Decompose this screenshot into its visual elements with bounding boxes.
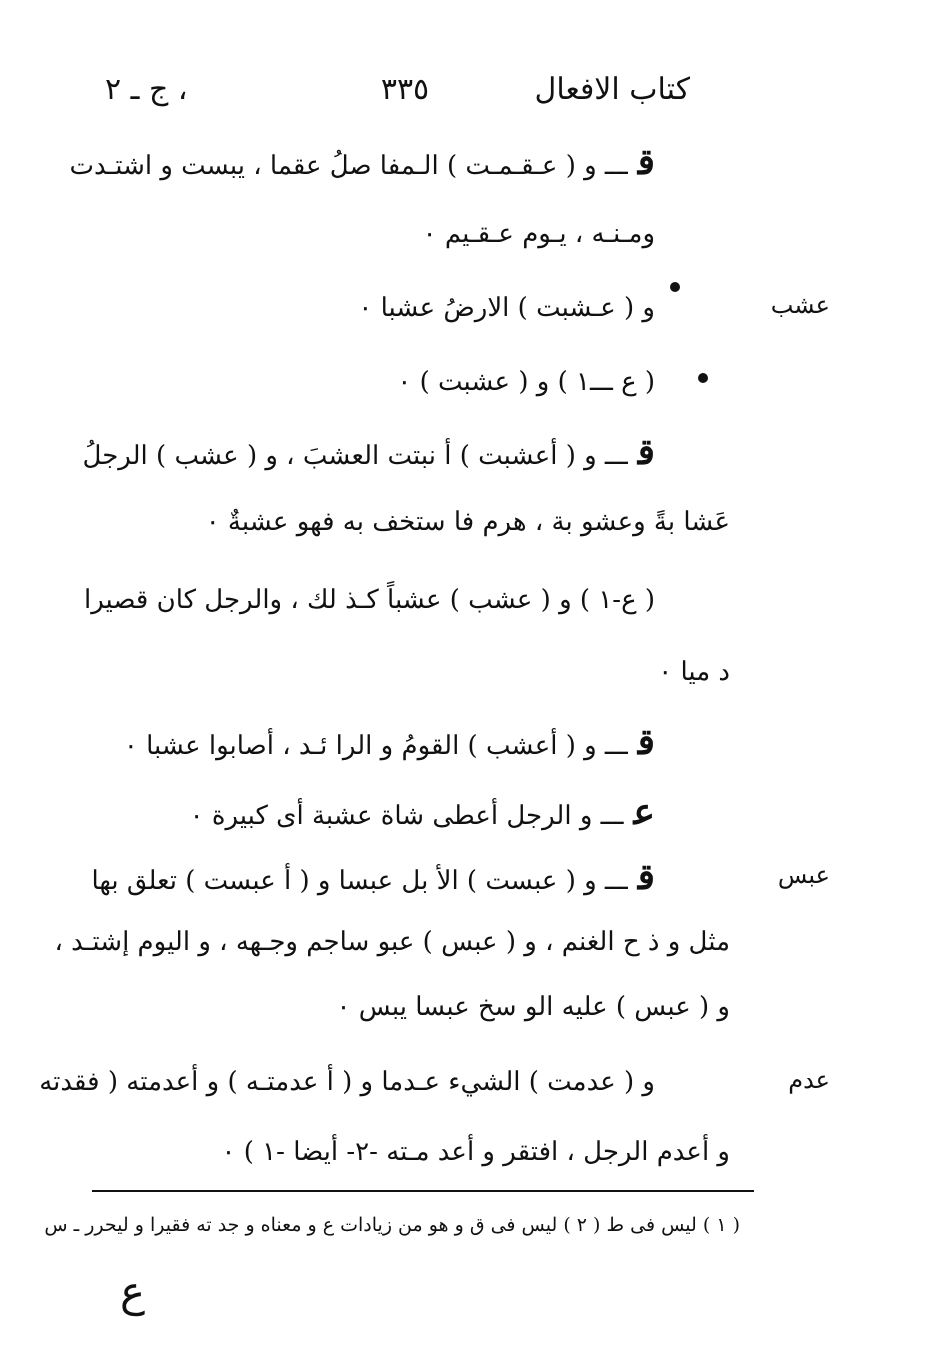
line-text: ـــ و ( أعشبت ) أ نبتت العشبَ ، و ( عشب ) الرجلُ [82, 441, 628, 471]
line-lead-letter: ق [637, 856, 655, 898]
text-line [423, 212, 655, 262]
text-line [222, 1130, 730, 1180]
line-lead-letter: ق [637, 141, 655, 183]
volume-marker: ج ـ ٢ ، [105, 72, 188, 107]
text-line [69, 140, 655, 190]
margin-entry-word: عشب [770, 291, 830, 319]
line-text: و أعدم الرجل ، افتقر و أعد مـته -٢- أيضا -١ ) ٠ [221, 1137, 730, 1167]
line-text: ( ع ـــ١ ) و ( عشبت ) ٠ [397, 367, 655, 397]
line-lead-letter: ق [637, 721, 655, 763]
line-text: ـــ و ( عبست ) الأ بل عبسا و ( أ عبست ) تعلق بها [91, 866, 628, 896]
footnote-divider [92, 1190, 754, 1192]
line-text: عَشا بةً وعشو بة ، هرم فا ستخف به فهو عشبةٌ ٠ [205, 507, 730, 537]
bullet-mark [670, 282, 680, 292]
line-lead-letter: ع [633, 791, 655, 833]
footnote: ( ١ ) ليس فى ط ( ٢ ) ليس فى ق و هو من زيادات ع و معناه و جد ته فقيرا و ليحرر ـ س [44, 1214, 740, 1236]
text-line [658, 650, 730, 700]
text-line [337, 985, 730, 1035]
line-text: مثل و ذ ح الغنم ، و ( عبس ) عبو ساجم وجـهه ، و اليوم إشتـد ، [54, 927, 730, 957]
text-line [83, 430, 655, 480]
line-text: ـــ و الرجل أعطى شاة عشبة أى كبيرة ٠ [189, 801, 624, 831]
text-line [124, 720, 655, 770]
text-line [397, 360, 655, 410]
line-text: و ( عبس ) عليه الو سخ عبسا يبس ٠ [336, 992, 730, 1022]
text-line [55, 920, 730, 970]
page-number: ٣٣٥ [380, 72, 430, 107]
line-text: و ( عدمت ) الشيء عـدما و ( أ عدمتـه ) و أعدمته ( فقدته [39, 1067, 655, 1097]
running-title: كتاب الافعال [534, 72, 690, 107]
line-text: د ميا ٠ [658, 657, 730, 687]
signature-letter: ع [120, 1267, 146, 1316]
line-lead-letter: ق [637, 431, 655, 473]
line-text: ومـنـه ، يـوم عـقـيم ٠ [422, 219, 655, 249]
margin-entry-word: عدم [788, 1066, 830, 1094]
text-line [91, 855, 655, 905]
line-text: و ( عـشبت ) الارضُ عشبا ٠ [358, 293, 655, 323]
text-line [206, 500, 730, 550]
line-text: ـــ و ( عـقـمـت ) الـمفا صلُ عقما ، يبست و اشتـدت [69, 151, 628, 181]
bullet-mark [698, 373, 708, 383]
text-line [84, 578, 655, 628]
line-text: ـــ و ( أعشب ) القومُ و الرا ئـد ، أصابوا عشبا ٠ [123, 731, 628, 761]
margin-entry-word: عبس [777, 861, 830, 889]
text-line [190, 790, 655, 840]
text-line [39, 1060, 655, 1110]
text-line [358, 286, 655, 336]
line-text: ( ع-١ ) و ( عشب ) عشباً كـذ لك ، والرجل كان قصيرا [83, 585, 655, 615]
